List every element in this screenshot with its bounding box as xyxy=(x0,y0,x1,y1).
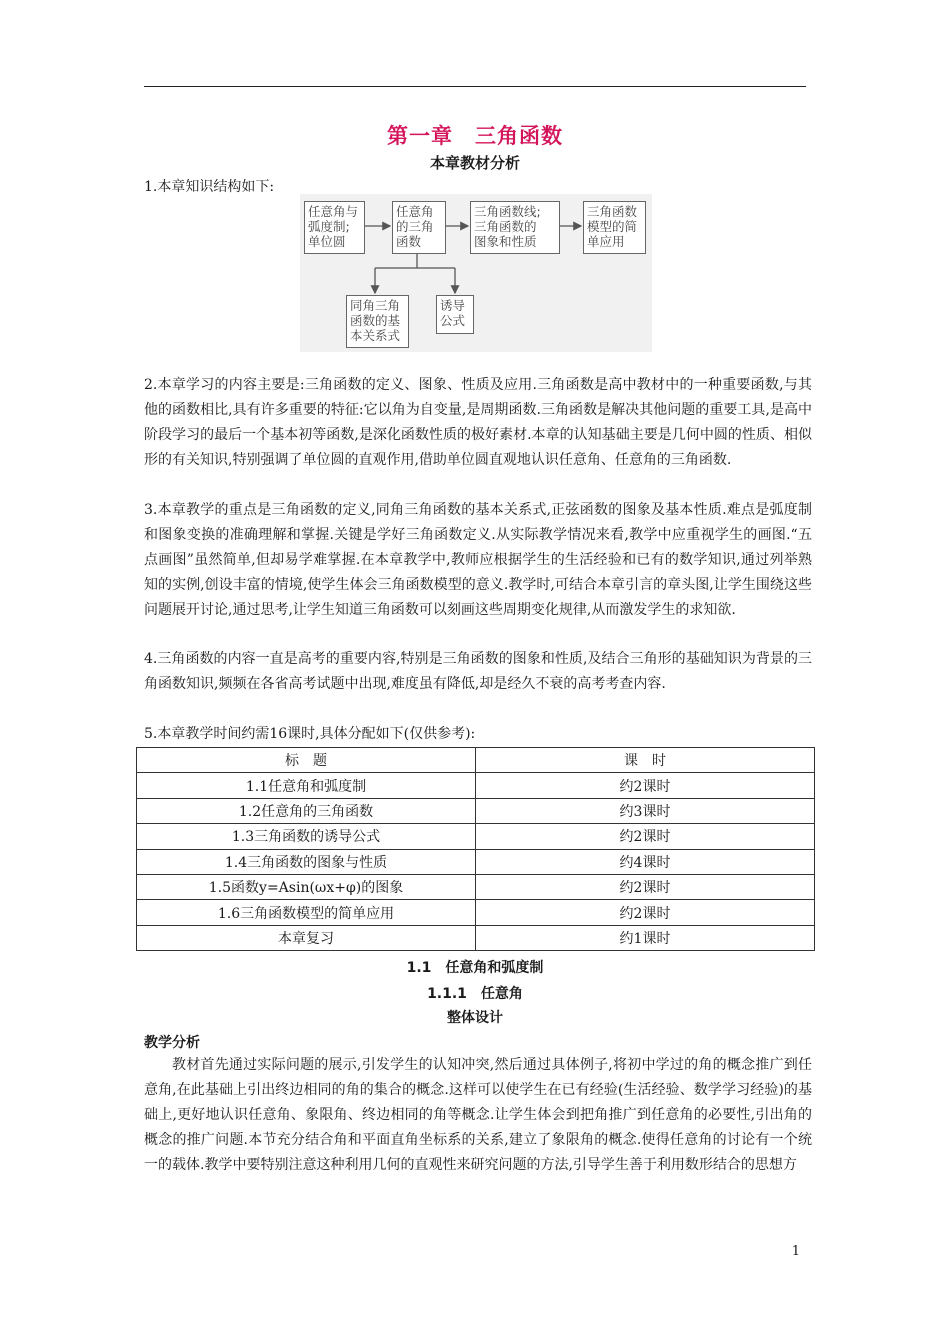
section-title: 本章教材分析 xyxy=(429,154,520,172)
table-cell-hours: 约2课时 xyxy=(476,824,815,849)
table-cell-topic: 1.6三角函数模型的简单应用 xyxy=(137,900,476,925)
chapter-title: 第一章 三角函数 xyxy=(387,124,563,148)
table-cell-hours: 约4课时 xyxy=(476,849,815,874)
table-cell-hours: 约1课时 xyxy=(476,925,815,950)
knowledge-structure-diagram xyxy=(300,194,652,352)
schedule-table xyxy=(136,747,815,951)
heading-section-1-1: 1.1 任意角和弧度制 xyxy=(406,960,544,976)
item-1-text: 1.本章知识结构如下: xyxy=(144,179,275,195)
table-cell-topic: 本章复习 xyxy=(137,925,476,950)
table-row xyxy=(137,824,815,849)
heading-section-1-1-1: 1.1.1 任意角 xyxy=(427,986,523,1002)
diagram-box-trig-function: 任意角 的三角 函数 xyxy=(392,201,446,254)
heading-overall-design: 整体设计 xyxy=(447,1010,503,1026)
diagram-box-trig-model-application: 三角函数 模型的简 单应用 xyxy=(583,201,646,254)
header-rule xyxy=(144,86,806,87)
table-cell-topic: 1.3三角函数的诱导公式 xyxy=(137,824,476,849)
table-cell-hours: 约3课时 xyxy=(476,798,815,823)
diagram-box-induction-formulas: 诱导 公式 xyxy=(436,295,474,334)
page-number: 1 xyxy=(791,1244,800,1259)
table-cell-topic: 1.2任意角的三角函数 xyxy=(137,798,476,823)
table-cell-topic: 1.4三角函数的图象与性质 xyxy=(137,849,476,874)
diagram-box-angle-radian: 任意角与 弧度制; 单位圆 xyxy=(304,201,365,254)
table-cell-hours: 约2课时 xyxy=(476,900,815,925)
item-4-paragraph: 4.三角函数的内容一直是高考的重要内容,特别是三角函数的图象和性质,及结合三角形的基础知识为背景的三角函数知识,频频在各省高考试题中出现,难度虽有降低,却是经久不衰的高考考查内容. xyxy=(144,651,812,692)
item-2-paragraph: 2.本章学习的内容主要是:三角函数的定义、图象、性质及应用.三角函数是高中教材中的一种重要函数,与其他的函数相比,具有许多重要的特征:它以角为自变量,是周期函数.三角函数是解决其他问题的重要工具,是高中阶段学习的最后一个基本初等函数,是深化函数性质的极好素材.本章的认知基础主要是几何中圆的性质、相似形的有关知识,特别强调了单位圆的直观作用,借助单位圆直观地认识任意角、任意角的三角函数. xyxy=(144,377,812,468)
table-row xyxy=(137,849,815,874)
table-cell-hours: 约2课时 xyxy=(476,874,815,899)
header-title: 标 题 xyxy=(137,748,476,773)
table-cell-topic: 1.1任意角和弧度制 xyxy=(137,773,476,798)
diagram-box-basic-relations: 同角三角 函数的基 本关系式 xyxy=(346,295,409,348)
table-row xyxy=(137,900,815,925)
table-cell-hours: 约2课时 xyxy=(476,773,815,798)
table-row xyxy=(137,874,815,899)
item-5-text: 5.本章教学时间约需16课时,具体分配如下(仅供参考): xyxy=(144,726,476,742)
table-row xyxy=(137,773,815,798)
table-row xyxy=(137,798,815,823)
heading-teaching-analysis: 教学分析 xyxy=(144,1035,200,1051)
table-row xyxy=(137,925,815,950)
table-cell-topic: 1.5函数y=Asin(ωx+φ)的图象 xyxy=(137,874,476,899)
teaching-analysis-paragraph: 教材首先通过实际问题的展示,引发学生的认知冲突,然后通过具体例子,将初中学过的角的概念推广到任意角,在此基础上引出终边相同的角的集合的概念.这样可以使学生在已有经验(生活经验、数学学习经验)的基础上,更好地认识任意角、象限角、终边相同的角等概念.让学生体会到把角推广到任意角的必要性,引出角的概念的推广问题.本节充分结合角和平面直角坐标系的关系,建立了象限角的概念.使得任意角的讨论有一个统一的载体.教学中要特别注意这种利用几何的直观性来研究问题的方法,引导学生善于利用数形结合的思想方 xyxy=(144,1057,812,1173)
table-header-row xyxy=(137,748,815,773)
item-3-paragraph: 3.本章教学的重点是三角函数的定义,同角三角函数的基本关系式,正弦函数的图象及基本性质.难点是弧度制和图象变换的准确理解和掌握.关键是学好三角函数定义.从实际教学情况来看,教学中应重视学生的画图.“五点画图”虽然简单,但却易学难掌握.在本章教学中,教师应根据学生的生活经验和已有的数学知识,通过列举熟知的实例,创设丰富的情境,使学生体会三角函数模型的意义.教学时,可结合本章引言的章头图,让学生围绕这些问题展开讨论,通过思考,让学生知道三角函数可以刻画这些周期变化规律,从而激发学生的求知欲. xyxy=(144,502,812,618)
header-hours: 课 时 xyxy=(476,748,815,773)
diagram-box-trig-lines-graph: 三角函数线; 三角函数的 图象和性质 xyxy=(470,201,560,254)
